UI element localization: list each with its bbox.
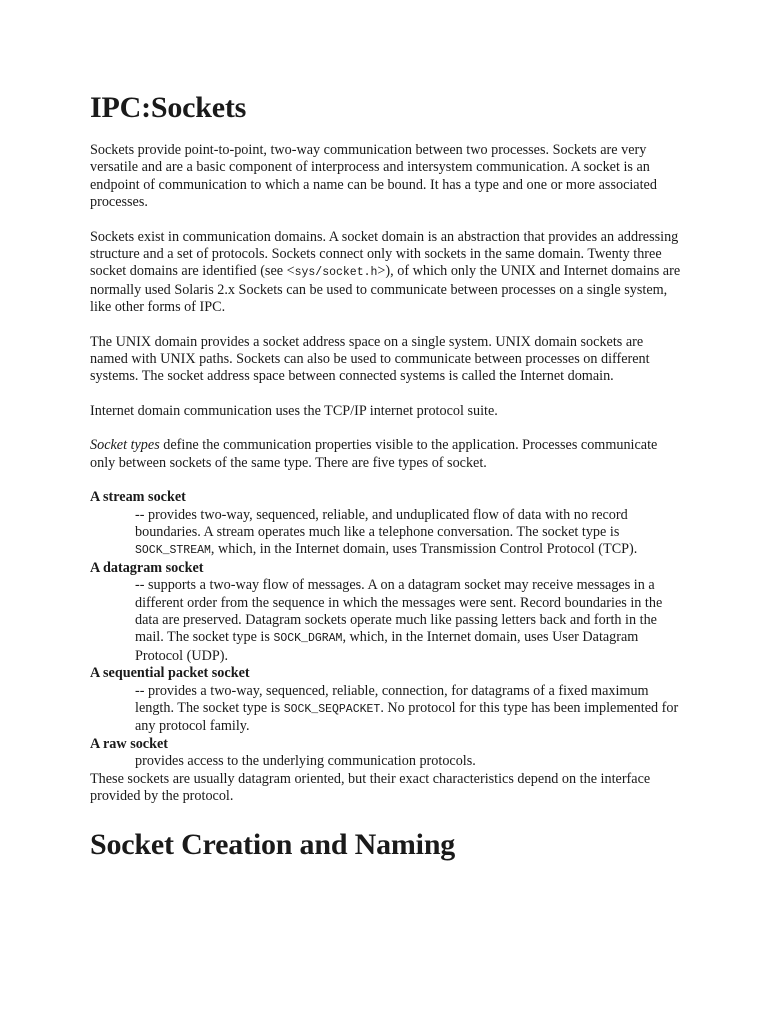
desc-text: provides access to the underlying communication protocols.: [135, 753, 476, 770]
socket-type-desc-seqpacket: [135, 683, 682, 736]
desc-text: -- supports a two-way flow of messages. A on a datagram socket may receive messages in a different order from the sequence in which the messages were sent. Record boundaries in the data are preserved. Datagram sockets operate much like passing letters back and forth in the mail. The socket type is: [135, 577, 663, 646]
page-title: IPC:Sockets: [90, 91, 247, 124]
socket-type-term-datagram: A datagram socket: [90, 559, 204, 576]
socket-types-list: [90, 489, 682, 771]
header-file-code: sys/socket.h: [294, 266, 378, 280]
socket-type-desc-stream: [135, 507, 682, 560]
paragraph-intro: Sockets provide point-to-point, two-way communication between two processes. Sockets are very versatile and are a basic component of interprocess and intersystem communication. A socket is an endpoint of communication to which a name can be bound. It has a type and one or more associated processes.: [90, 142, 657, 211]
desc-text: -- provides two-way, sequenced, reliable, and unduplicated flow of data with no record boundaries. A stream operates much like a telephone conversation. The socket type is: [135, 506, 628, 540]
socket-type-code: SOCK_SEQPACKET: [283, 702, 381, 716]
socket-types-term: Socket types: [90, 437, 160, 454]
socket-type-term-raw: A raw socket: [90, 735, 169, 752]
desc-text: , which, in the Internet domain, uses Transmission Control Protocol (TCP).: [210, 541, 638, 558]
socket-type-code: SOCK_STREAM: [135, 544, 211, 558]
section-heading: Socket Creation and Naming: [90, 828, 456, 862]
paragraph-socket-types: [90, 437, 682, 472]
socket-type-term-seqpacket: A sequential packet socket: [90, 665, 250, 682]
paragraph-domains: [90, 229, 682, 317]
desc-text: . No protocol for this type has been implemented for any protocol family.: [135, 699, 679, 735]
socket-type-desc-datagram: [135, 577, 682, 665]
socket-type-desc-raw: [135, 753, 682, 770]
paragraph-unix-domain: The UNIX domain provides a socket address space on a single system. UNIX domain sockets are named with UNIX paths. Sockets can also be used to communicate between processes on different systems. The socket address space between connected systems is called the Internet domain.: [90, 333, 650, 385]
desc-text: , which, in the Internet domain, uses User Datagram Protocol (UDP).: [135, 629, 639, 664]
desc-text: -- provides a two-way, sequenced, reliable, connection, for datagrams of a fixed maximum length. The socket type is: [135, 682, 649, 716]
paragraph-datagram-oriented: These sockets are usually datagram oriented, but their exact characteristics depend on the interface provided by the protocol.: [90, 770, 651, 804]
socket-type-term-stream: A stream socket: [90, 489, 186, 506]
socket-type-code: SOCK_DGRAM: [273, 632, 343, 646]
paragraph-domains-text-2: >), of which only the UNIX and Internet domains are normally used Solaris 2.x Sockets can be used to communicate between processes on a single system, like other forms of IPC.: [90, 263, 681, 316]
paragraph-domains-text-1: Sockets exist in communication domains. A socket domain is an abstraction that provides an addressing structure and a set of protocols. Sockets connect only with sockets in the same domain. Twenty three socket domains are identified (see <: [90, 228, 679, 280]
paragraph-internet-domain: Internet domain communication uses the TCP/IP internet protocol suite.: [90, 402, 498, 419]
paragraph-socket-types-text: define the communication properties visible to the application. Processes communicate only between sockets of the same type. There are five types of socket.: [90, 437, 658, 471]
document-page: [90, 88, 682, 865]
